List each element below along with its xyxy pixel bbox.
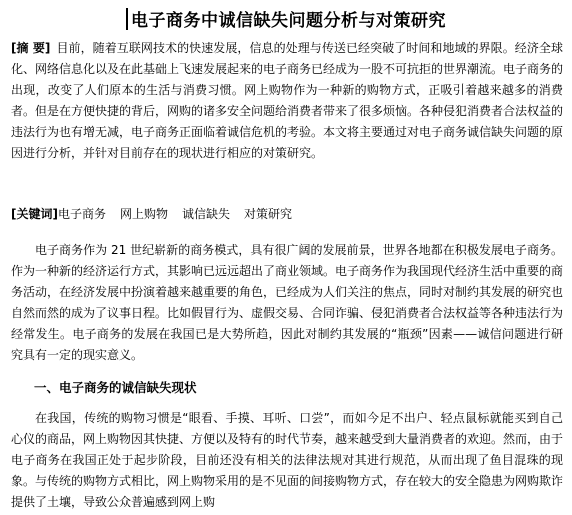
keyword-item: 网上购物 [120, 207, 169, 221]
section-heading: 一、电子商务的诚信缺失现状 [34, 380, 197, 395]
abstract-label: [摘 要] [11, 41, 51, 55]
abstract-text: 目前，随着互联网技术的快速发展，信息的处理与传送已经突破了时间和地域的界限。经济全球化、网络信息化以及在此基础上飞速发展起来的电子商务已经成为一股不可抗拒的世界潮流。电子商务的出现，改变了人们原本的生活与消费习惯。网上购物作为一种新的购物方式，正吸引着越来越多的消费者。但是在方便快捷的背后，网购的诸多安全问题给消费者带来了很多烦恼。各种侵犯消费者合法权益的违法行为也有增无减，电子商务正面临着诚信危机的考验。本文将主要通过对电子商务诚信缺失问题的原因进行分析，并针对目前存在的现状进行相应的对策研究。 [11, 41, 564, 160]
text-cursor [126, 8, 128, 30]
keyword-item: 电子商务 [57, 207, 106, 221]
section-paragraph: 在我国，传统的购物习惯是“眼看、手摸、耳听、口尝”，而如今足不出户、轻点鼠标就能买到自己心仪的商品，网上购物因其快捷、方便以及特有的时代节奏，越来越受到大量消费者的欢迎。然而，由于电子商务在我国正处于起步阶段，目前还没有相关的法律法规对其进行规范，从而出现了鱼目混珠的现象。与传统的购物方式相比，网上购物采用的是不见面的间接购物方式，存在较大的安全隐患为网购欺诈提供了土壤，导致公众普遍感到网上购 [11, 411, 564, 509]
intro-paragraph: 电子商务作为 21 世纪崭新的商务模式，具有很广阔的发展前景，世界各地都在积极发展电子商务。作为一种新的经济运行方式，其影响已远远超出了商业领域。电子商务作为我国现代经济生活中重要的商务活动，在经济发展中扮演着越来越重要的角色，已经成为人们关注的焦点，同时对制约其发展的研究也自然而然的成为了议事日程。比如假冒行为、虚假交易、合同诈骗、侵犯消费者合法权益等各种违法行为经常发生。电子商务的发展在我国已是大势所趋，因此对制约其发展的“瓶颈”因素——诚信问题进行研究具有一定的现实意义。 [11, 243, 564, 362]
abstract-paragraph [11, 38, 563, 164]
title-line [0, 6, 572, 31]
keyword-item: 诚信缺失 [182, 207, 231, 221]
document-title: 电子商务中诚信缺失问题分析与对策研究 [131, 11, 446, 31]
keyword-item: 对策研究 [244, 207, 293, 221]
keywords-line [11, 204, 563, 224]
keywords-label: [关键词] [11, 207, 58, 221]
